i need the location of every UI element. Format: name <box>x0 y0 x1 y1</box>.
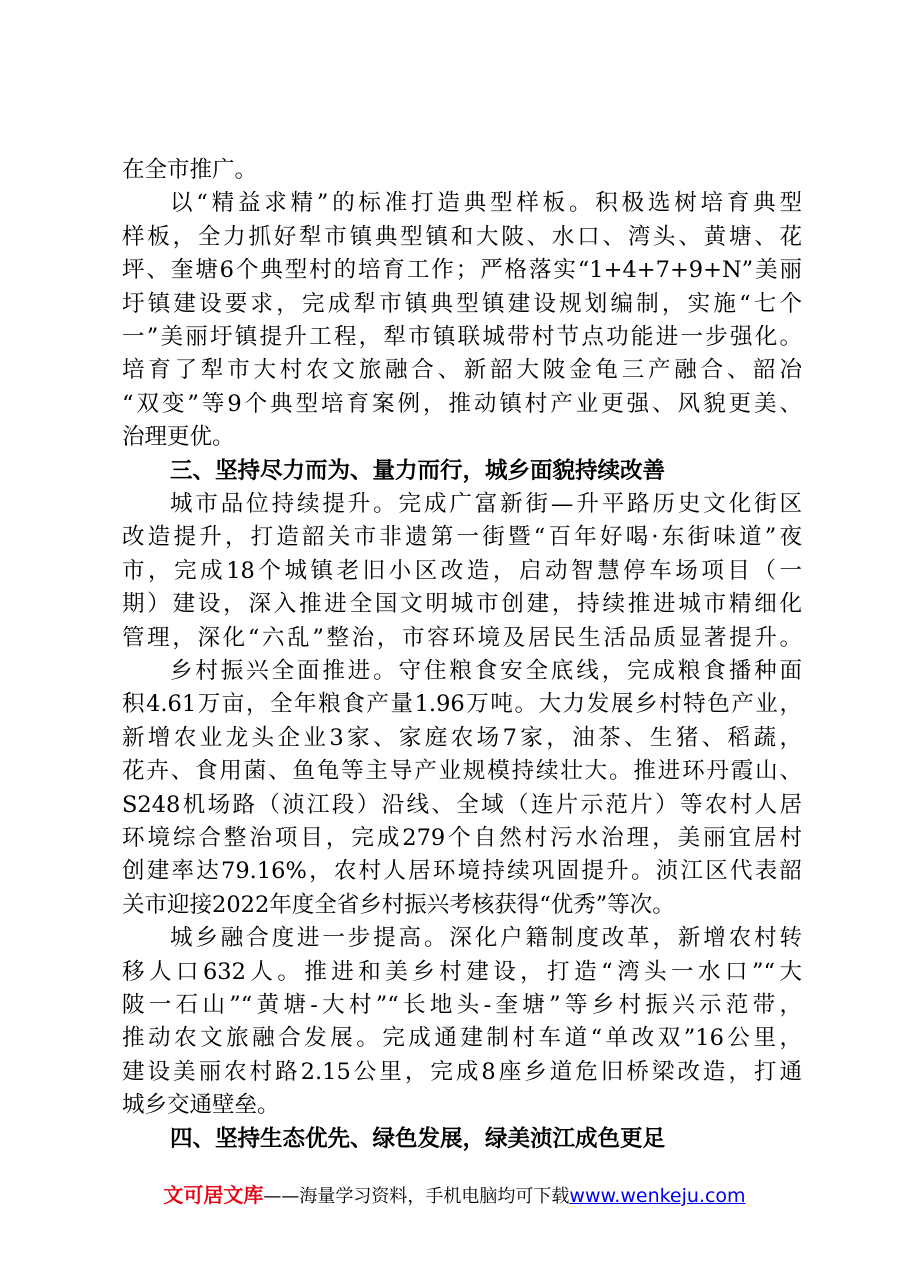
body-line: 样板，全力抓好犁市镇典型镇和大陂、水口、湾头、黄塘、花 <box>122 224 802 250</box>
body-line: 培育了犁市大村农文旅融合、新韶大陂金龟三产融合、韶冶 <box>122 357 802 383</box>
body-line: 管理，深化“六乱”整治，市容环境及居民生活品质显著提升。 <box>122 625 802 651</box>
body-line: S248机场路（浈江段）沿线、全域（连片示范片）等农村人居 <box>122 792 802 818</box>
body-line: 城乡融合度进一步提高。深化户籍制度改革，新增农村转 <box>170 925 802 951</box>
body-line: 建设美丽农村路2.15公里，完成8座乡道危旧桥梁改造，打通 <box>122 1059 802 1085</box>
body-line: 关市迎接2022年度全省乡村振兴考核获得“优秀”等次。 <box>122 892 675 918</box>
body-line: 以“精益求精”的标准打造典型样板。积极选树培育典型 <box>170 190 802 216</box>
body-line: 改造提升，打造韶关市非遗第一街暨“百年好喝·东街味道”夜 <box>122 524 802 550</box>
body-line: 移人口632人。推进和美乡村建设，打造“湾头一水口”“大 <box>122 959 802 985</box>
footer-website-link[interactable]: www.wenkeju.com <box>569 1185 746 1207</box>
body-line: 创建率达79.16%，农村人居环境持续巩固提升。浈江区代表韶 <box>122 858 802 884</box>
body-line: 积4.61万亩，全年粮食产量1.96万吨。大力发展乡村特色产业， <box>122 691 802 717</box>
body-line: 市，完成18个城镇老旧小区改造，启动智慧停车场项目（一 <box>122 558 802 584</box>
section-heading-4: 四、坚持生态优先、绿色发展，绿美浈江成色更足 <box>170 1126 666 1152</box>
body-line: 乡村振兴全面推进。守住粮食安全底线，完成粮食播种面 <box>170 658 802 684</box>
footer-slogan: ——海量学习资料，手机电脑均可下载 <box>263 1186 570 1207</box>
body-line: 治理更优。 <box>122 424 235 450</box>
body-line: 城市品位持续提升。完成广富新街—升平路历史文化街区 <box>170 491 802 517</box>
body-line: 坪、奎塘6个典型村的培育工作；严格落实“1+4+7+9+N”美丽 <box>122 257 802 283</box>
footer-brand: 文可居文库 <box>163 1183 264 1207</box>
body-line: 城乡交通壁垒。 <box>122 1092 280 1118</box>
body-line: 陂一石山”“黄塘-大村”“长地头-奎塘”等乡村振兴示范带， <box>122 992 802 1018</box>
body-line: 在全市推广。 <box>122 157 258 183</box>
body-line: 环境综合整治项目，完成279个自然村污水治理，美丽宜居村 <box>122 825 802 851</box>
body-line: 新增农业龙头企业3家、家庭农场7家，油茶、生猪、稻蔬， <box>122 725 802 751</box>
body-line: 期）建设，深入推进全国文明城市创建，持续推进城市精细化 <box>122 591 802 617</box>
body-line: 圩镇建设要求，完成犁市镇典型镇建设规划编制，实施“七个 <box>122 291 802 317</box>
page-footer <box>0 1182 909 1210</box>
body-line: “双变”等9个典型培育案例，推动镇村产业更强、风貌更美、 <box>122 391 802 417</box>
body-line: 一”美丽圩镇提升工程，犁市镇联城带村节点功能进一步强化。 <box>122 324 802 350</box>
body-line: 花卉、食用菌、鱼龟等主导产业规模持续壮大。推进环丹霞山、 <box>122 758 802 784</box>
section-heading-3: 三、坚持尽力而为、量力而行，城乡面貌持续改善 <box>170 458 666 484</box>
body-line: 推动农文旅融合发展。完成通建制村车道“单改双”16公里， <box>122 1025 802 1051</box>
